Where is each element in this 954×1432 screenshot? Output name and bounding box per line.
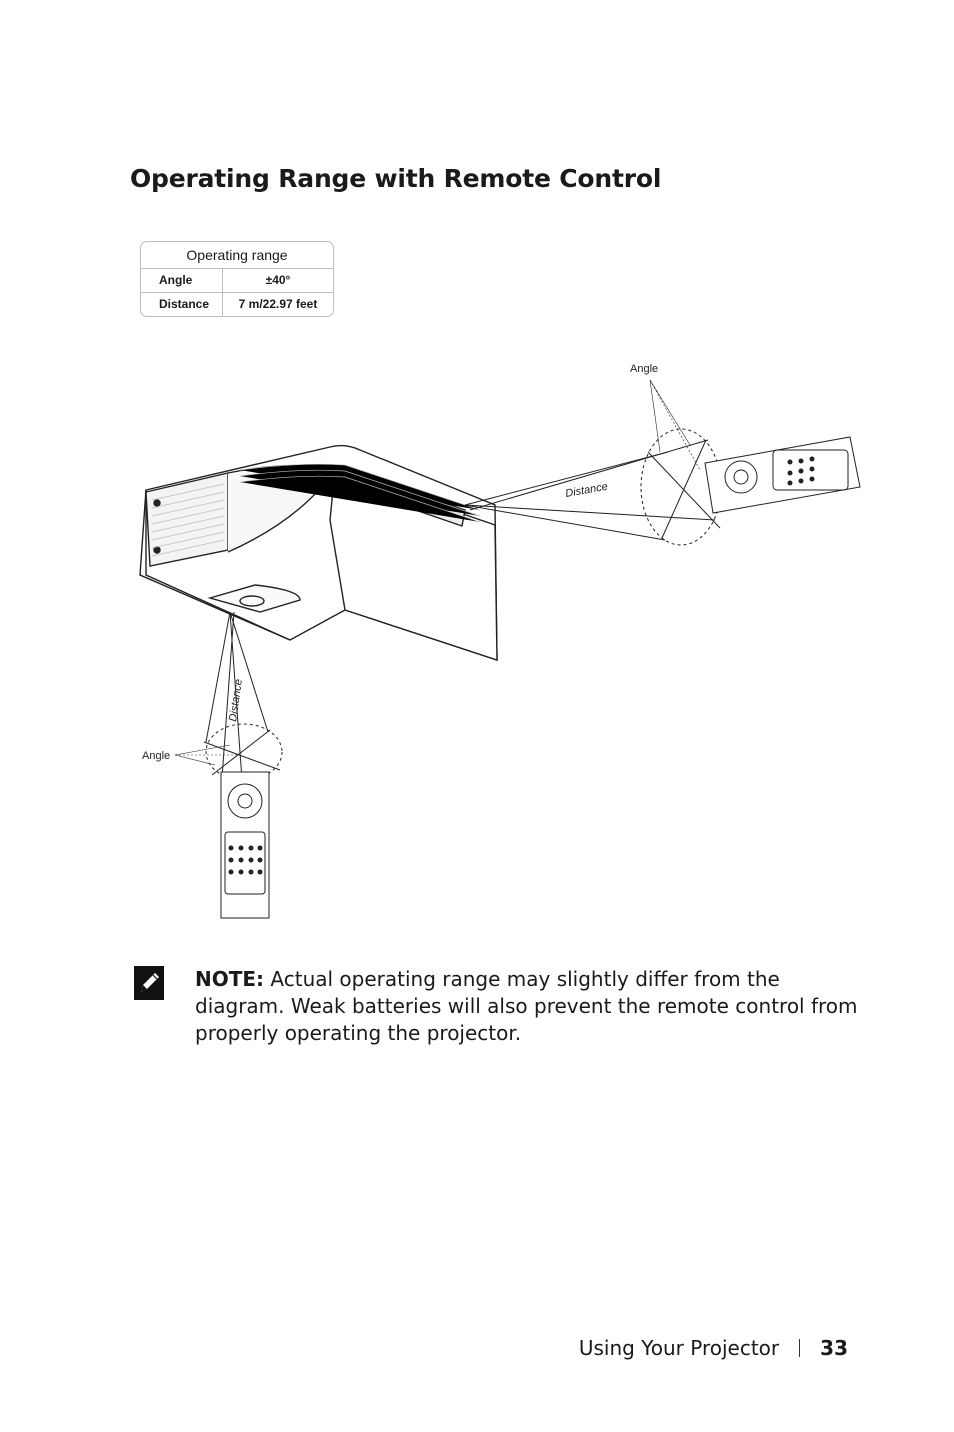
table-row-angle — [141, 269, 333, 292]
label-angle-top: Angle — [630, 363, 659, 375]
table-value: 7 m/22.97 feet — [238, 297, 318, 311]
table-key: Angle — [141, 269, 223, 292]
footer-divider — [799, 1339, 800, 1357]
table-key: Distance — [141, 293, 223, 316]
pencil-note-icon — [134, 966, 164, 1000]
label-angle-left: Angle — [142, 750, 171, 762]
table-value: ±40° — [265, 273, 291, 287]
remote-range-diagram — [0, 340, 954, 930]
operating-range-table — [140, 241, 334, 317]
note-paragraph — [195, 966, 875, 1047]
page-number: 33 — [820, 1336, 848, 1360]
page-footer — [579, 1336, 848, 1360]
footer-section: Using Your Projector — [578, 1336, 780, 1360]
page-heading: Operating Range with Remote Control — [130, 164, 662, 193]
note-text: Actual operating range may slightly differ from the diagram. Weak batteries will also prevent the remote control from properly operating the projector. — [195, 967, 858, 1045]
table-caption: Operating range — [141, 242, 333, 269]
bottom-remote-cone — [175, 612, 282, 918]
table-row-distance — [141, 292, 333, 316]
label-distance-right: Distance — [564, 480, 609, 500]
note-label: NOTE: — [195, 967, 265, 991]
label-distance-bottom: Distance — [227, 678, 245, 723]
